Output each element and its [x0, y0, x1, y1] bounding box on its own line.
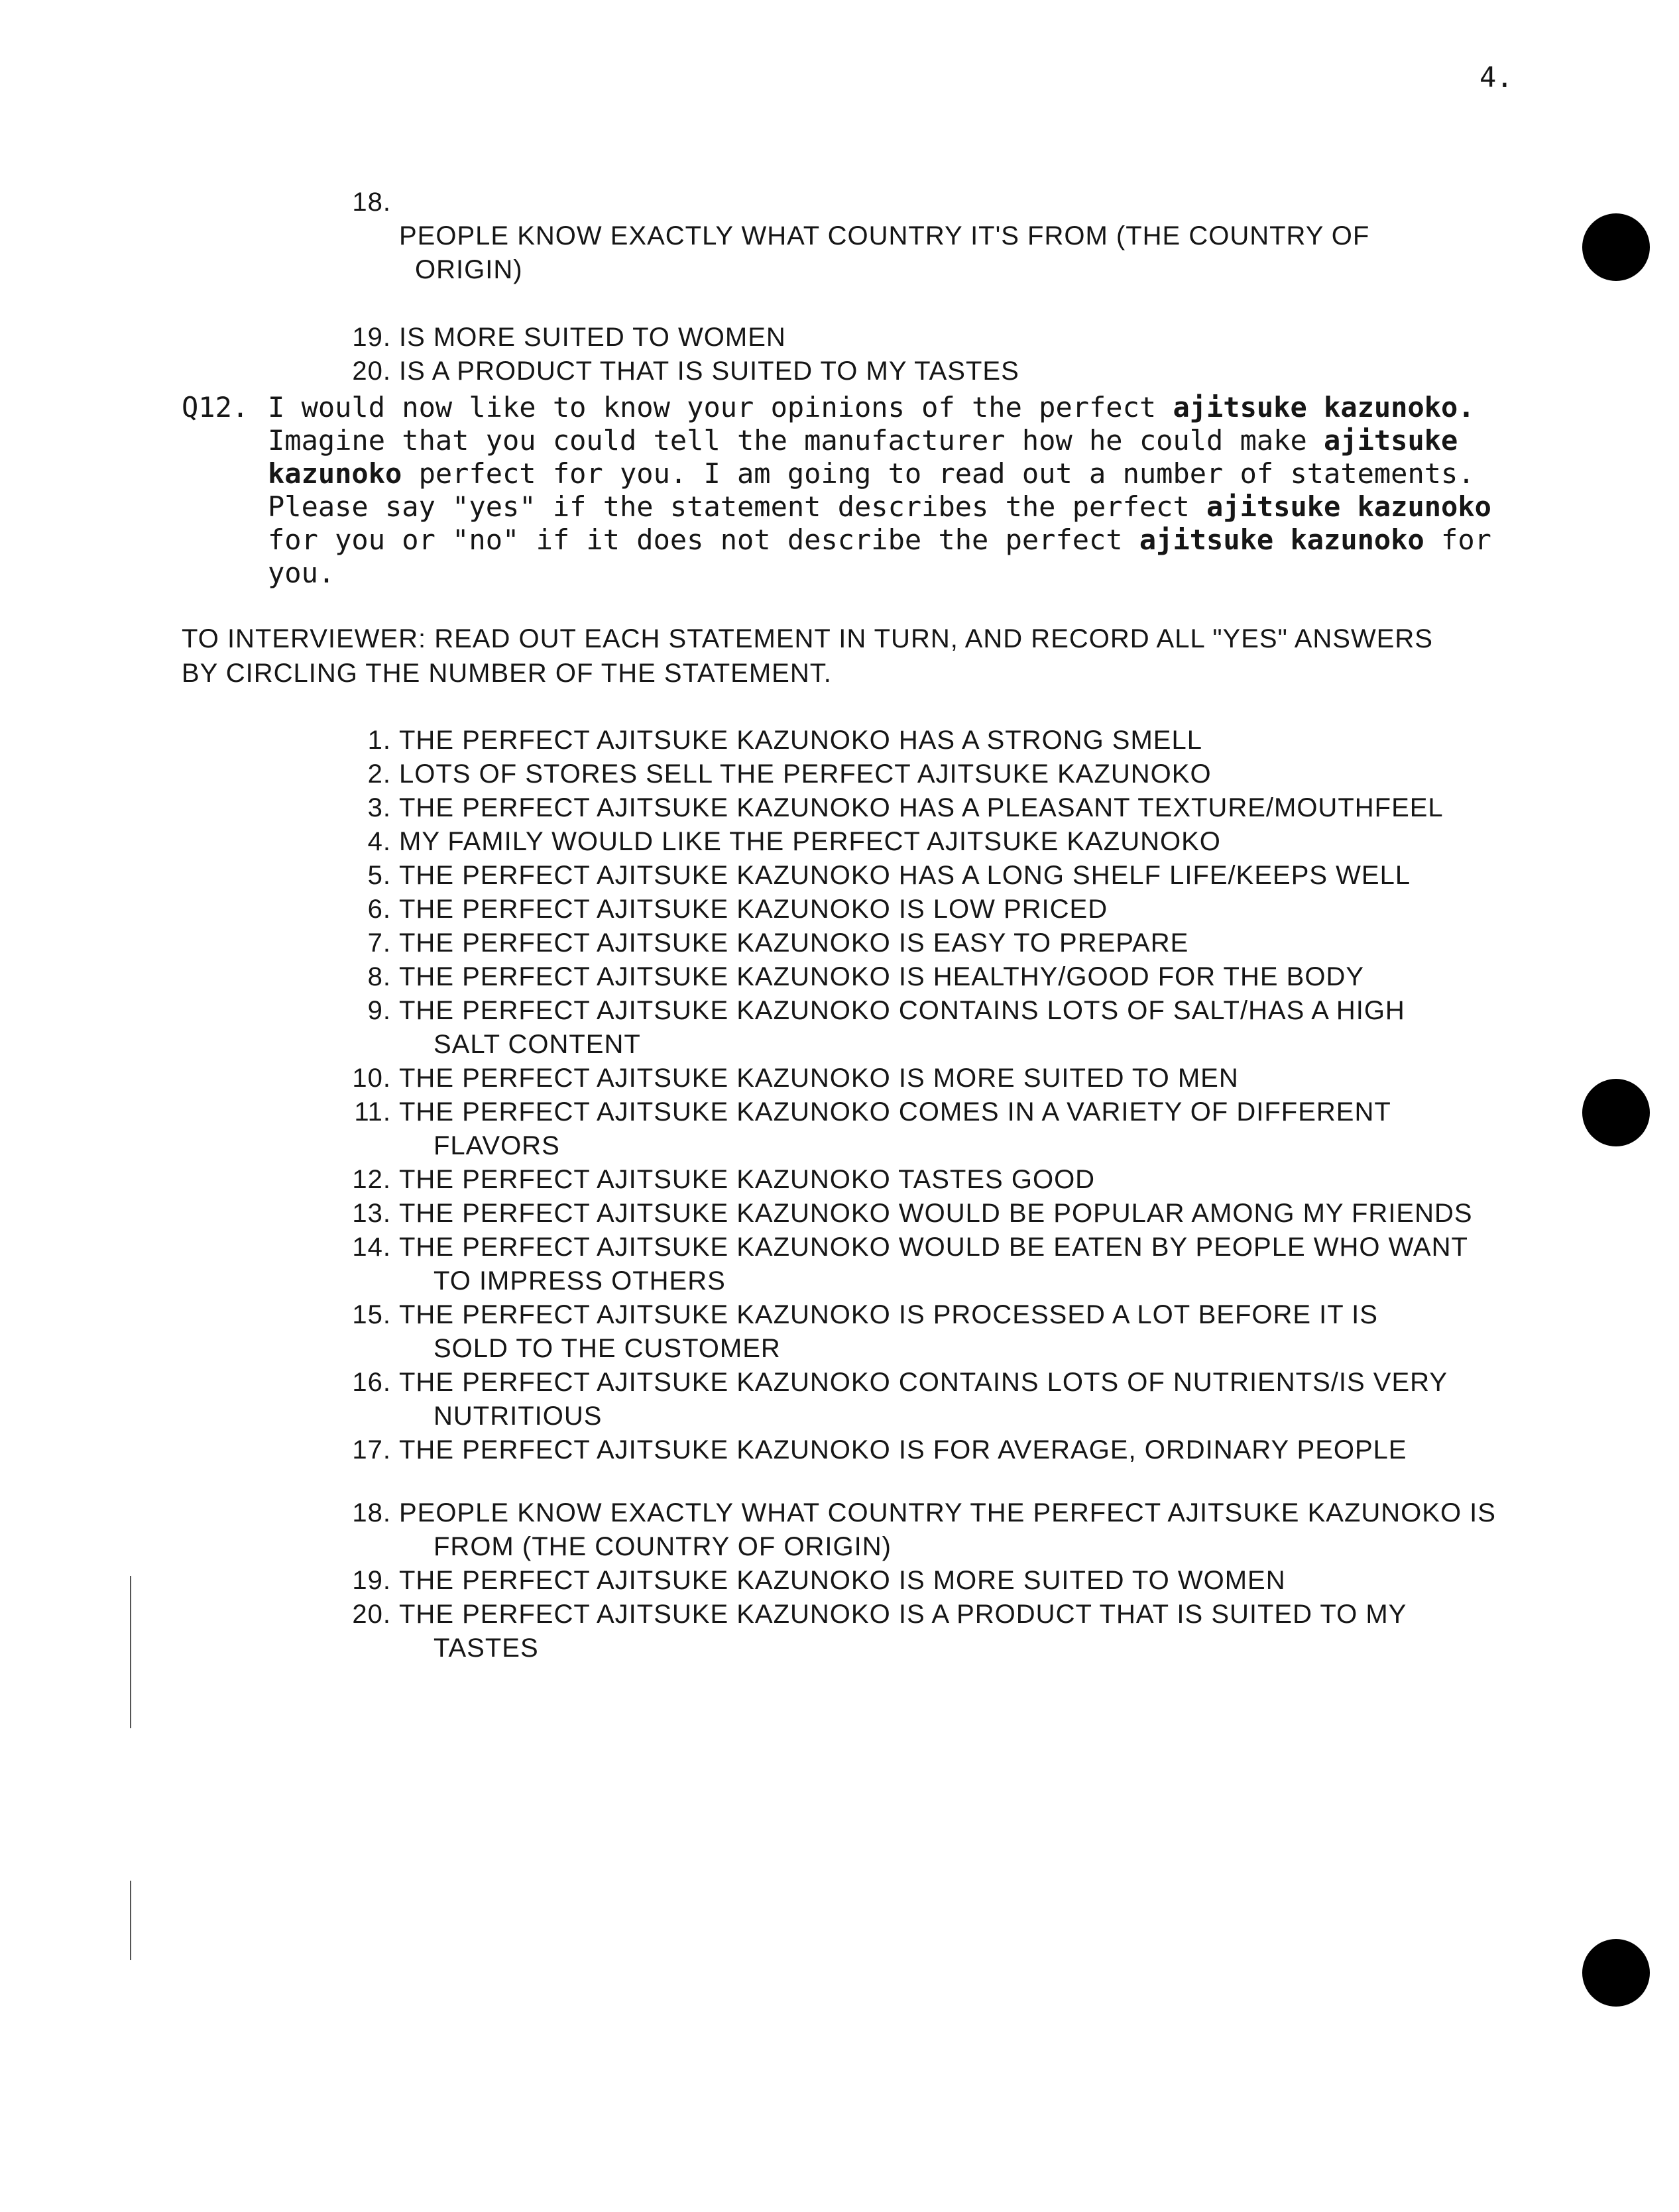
item-number: 17.: [352, 1435, 391, 1465]
item-number: 7.: [367, 928, 391, 958]
item-number: 8.: [367, 962, 391, 991]
interviewer-instruction: TO INTERVIEWER: READ OUT EACH STATEMENT IN TURN, AND RECORD ALL "YES" ANSWERS BY CIRCLING THE NUMBER OF THE STATEMENT.: [182, 624, 1433, 688]
item-text: THE PERFECT AJITSUKE KAZUNOKO WOULD BE POPULAR AMONG MY FRIENDS: [399, 1199, 1473, 1228]
item-text: THE PERFECT AJITSUKE KAZUNOKO IS LOW PRICED: [399, 895, 1108, 924]
question-text: I would now like to know your opinions of the perfect ajitsuke kazunoko. Imagine that you could tell the manufacturer how he could make ajitsuke kazunoko perfect for you. I am going to read out a number of statements. Please say "yes" if the statement describes the perfect ajitsuke kazunoko for you or "no" if it does not describe the perfect ajitsuke kazunoko for you.: [268, 391, 1491, 589]
item-text: IS A PRODUCT THAT IS SUITED TO MY TASTES: [399, 357, 1019, 386]
question-label: Q12.: [182, 391, 249, 423]
page-number: 4.: [1479, 61, 1513, 93]
list-item: [325, 791, 1579, 825]
item-text: THE PERFECT AJITSUKE KAZUNOKO IS FOR AVERAGE, ORDINARY PEOPLE: [399, 1435, 1407, 1465]
item-text: THE PERFECT AJITSUKE KAZUNOKO IS EASY TO PREPARE: [399, 928, 1189, 958]
item-number: 11.: [354, 1097, 391, 1127]
item-number: 6.: [367, 895, 391, 924]
list-item: [325, 825, 1579, 859]
list-item: [325, 186, 1579, 321]
item-number: 2.: [367, 759, 391, 789]
margin-mark: [130, 1881, 131, 1960]
list-item: [325, 960, 1579, 994]
item-text: IS MORE SUITED TO WOMEN: [399, 323, 786, 352]
list-item: [325, 1197, 1579, 1231]
list-item: [325, 1366, 1579, 1433]
item-number: 3.: [367, 793, 391, 822]
question-q12: [182, 391, 1507, 590]
item-number: 1.: [367, 726, 391, 755]
list-item: [325, 994, 1579, 1062]
item-text: THE PERFECT AJITSUKE KAZUNOKO CONTAINS LOTS OF SALT/HAS A HIGH SALT CONTENT: [399, 996, 1405, 1059]
item-number: 9.: [367, 996, 391, 1025]
margin-mark: [130, 1576, 131, 1728]
item-text: THE PERFECT AJITSUKE KAZUNOKO HAS A PLEASANT TEXTURE/MOUTHFEEL: [399, 793, 1444, 822]
item-text: PEOPLE KNOW EXACTLY WHAT COUNTRY THE PERFECT AJITSUKE KAZUNOKO IS FROM (THE COUNTRY OF ORIGIN): [399, 1498, 1496, 1561]
item-text: THE PERFECT AJITSUKE KAZUNOKO IS A PRODUCT THAT IS SUITED TO MY TASTES: [399, 1600, 1407, 1663]
item-text: THE PERFECT AJITSUKE KAZUNOKO HAS A LONG SHELF LIFE/KEEPS WELL: [399, 861, 1411, 890]
item-number: 20.: [352, 1600, 391, 1629]
list-item: [325, 1564, 1579, 1598]
item-number: 10.: [352, 1064, 391, 1093]
item-text: THE PERFECT AJITSUKE KAZUNOKO IS MORE SUITED TO WOMEN: [399, 1566, 1286, 1595]
item-text: THE PERFECT AJITSUKE KAZUNOKO TASTES GOOD: [399, 1165, 1096, 1194]
item-number: 19.: [352, 1566, 391, 1595]
list-item: [325, 724, 1579, 757]
list-item: [325, 355, 1579, 388]
punch-hole-bottom: [1582, 1939, 1650, 2007]
punch-hole-middle: [1582, 1079, 1650, 1146]
item-text: THE PERFECT AJITSUKE KAZUNOKO CONTAINS LOTS OF NUTRIENTS/IS VERY NUTRITIOUS: [399, 1368, 1448, 1431]
item-number: 18.: [352, 188, 391, 217]
item-number: 16.: [352, 1368, 391, 1397]
item-text: THE PERFECT AJITSUKE KAZUNOKO WOULD BE EATEN BY PEOPLE WHO WANT TO IMPRESS OTHERS: [399, 1233, 1468, 1296]
item-text: MY FAMILY WOULD LIKE THE PERFECT AJITSUKE KAZUNOKO: [399, 827, 1221, 856]
item-number: 14.: [352, 1233, 391, 1262]
list-item: [325, 1095, 1579, 1163]
item-number: 12.: [352, 1165, 391, 1194]
item-number: 13.: [352, 1199, 391, 1228]
list-item: [325, 859, 1579, 893]
item-text: PEOPLE KNOW EXACTLY WHAT COUNTRY IT'S FROM (THE COUNTRY OF ORIGIN): [399, 221, 1370, 284]
list-item: [325, 1298, 1579, 1366]
item-number: 5.: [367, 861, 391, 890]
item-text: THE PERFECT AJITSUKE KAZUNOKO IS PROCESSED A LOT BEFORE IT IS SOLD TO THE CUSTOMER: [399, 1300, 1378, 1363]
item-number: 15.: [352, 1300, 391, 1329]
item-number: 20.: [352, 357, 391, 386]
list-item: [325, 321, 1579, 355]
list-item: [325, 1163, 1579, 1197]
item-text: THE PERFECT AJITSUKE KAZUNOKO IS HEALTHY/GOOD FOR THE BODY: [399, 962, 1365, 991]
list-item: [325, 757, 1579, 791]
list-item: [325, 926, 1579, 960]
item-text: THE PERFECT AJITSUKE KAZUNOKO HAS A STRONG SMELL: [399, 726, 1202, 755]
item-number: 4.: [367, 827, 391, 856]
item-text: THE PERFECT AJITSUKE KAZUNOKO IS MORE SUITED TO MEN: [399, 1064, 1239, 1093]
punch-hole-top: [1582, 213, 1650, 281]
item-number: 18.: [352, 1498, 391, 1527]
list-item: [325, 893, 1579, 926]
list-item: [325, 1231, 1579, 1298]
continued-statement-list: [325, 186, 1579, 388]
list-item: [325, 1496, 1579, 1564]
item-number: 19.: [352, 323, 391, 352]
item-text: LOTS OF STORES SELL THE PERFECT AJITSUKE KAZUNOKO: [399, 759, 1212, 789]
list-item: [325, 1433, 1579, 1467]
statement-list: [325, 724, 1579, 1665]
list-item: [325, 1062, 1579, 1095]
list-item: [325, 1598, 1579, 1665]
item-text: THE PERFECT AJITSUKE KAZUNOKO COMES IN A VARIETY OF DIFFERENT FLAVORS: [399, 1097, 1391, 1160]
